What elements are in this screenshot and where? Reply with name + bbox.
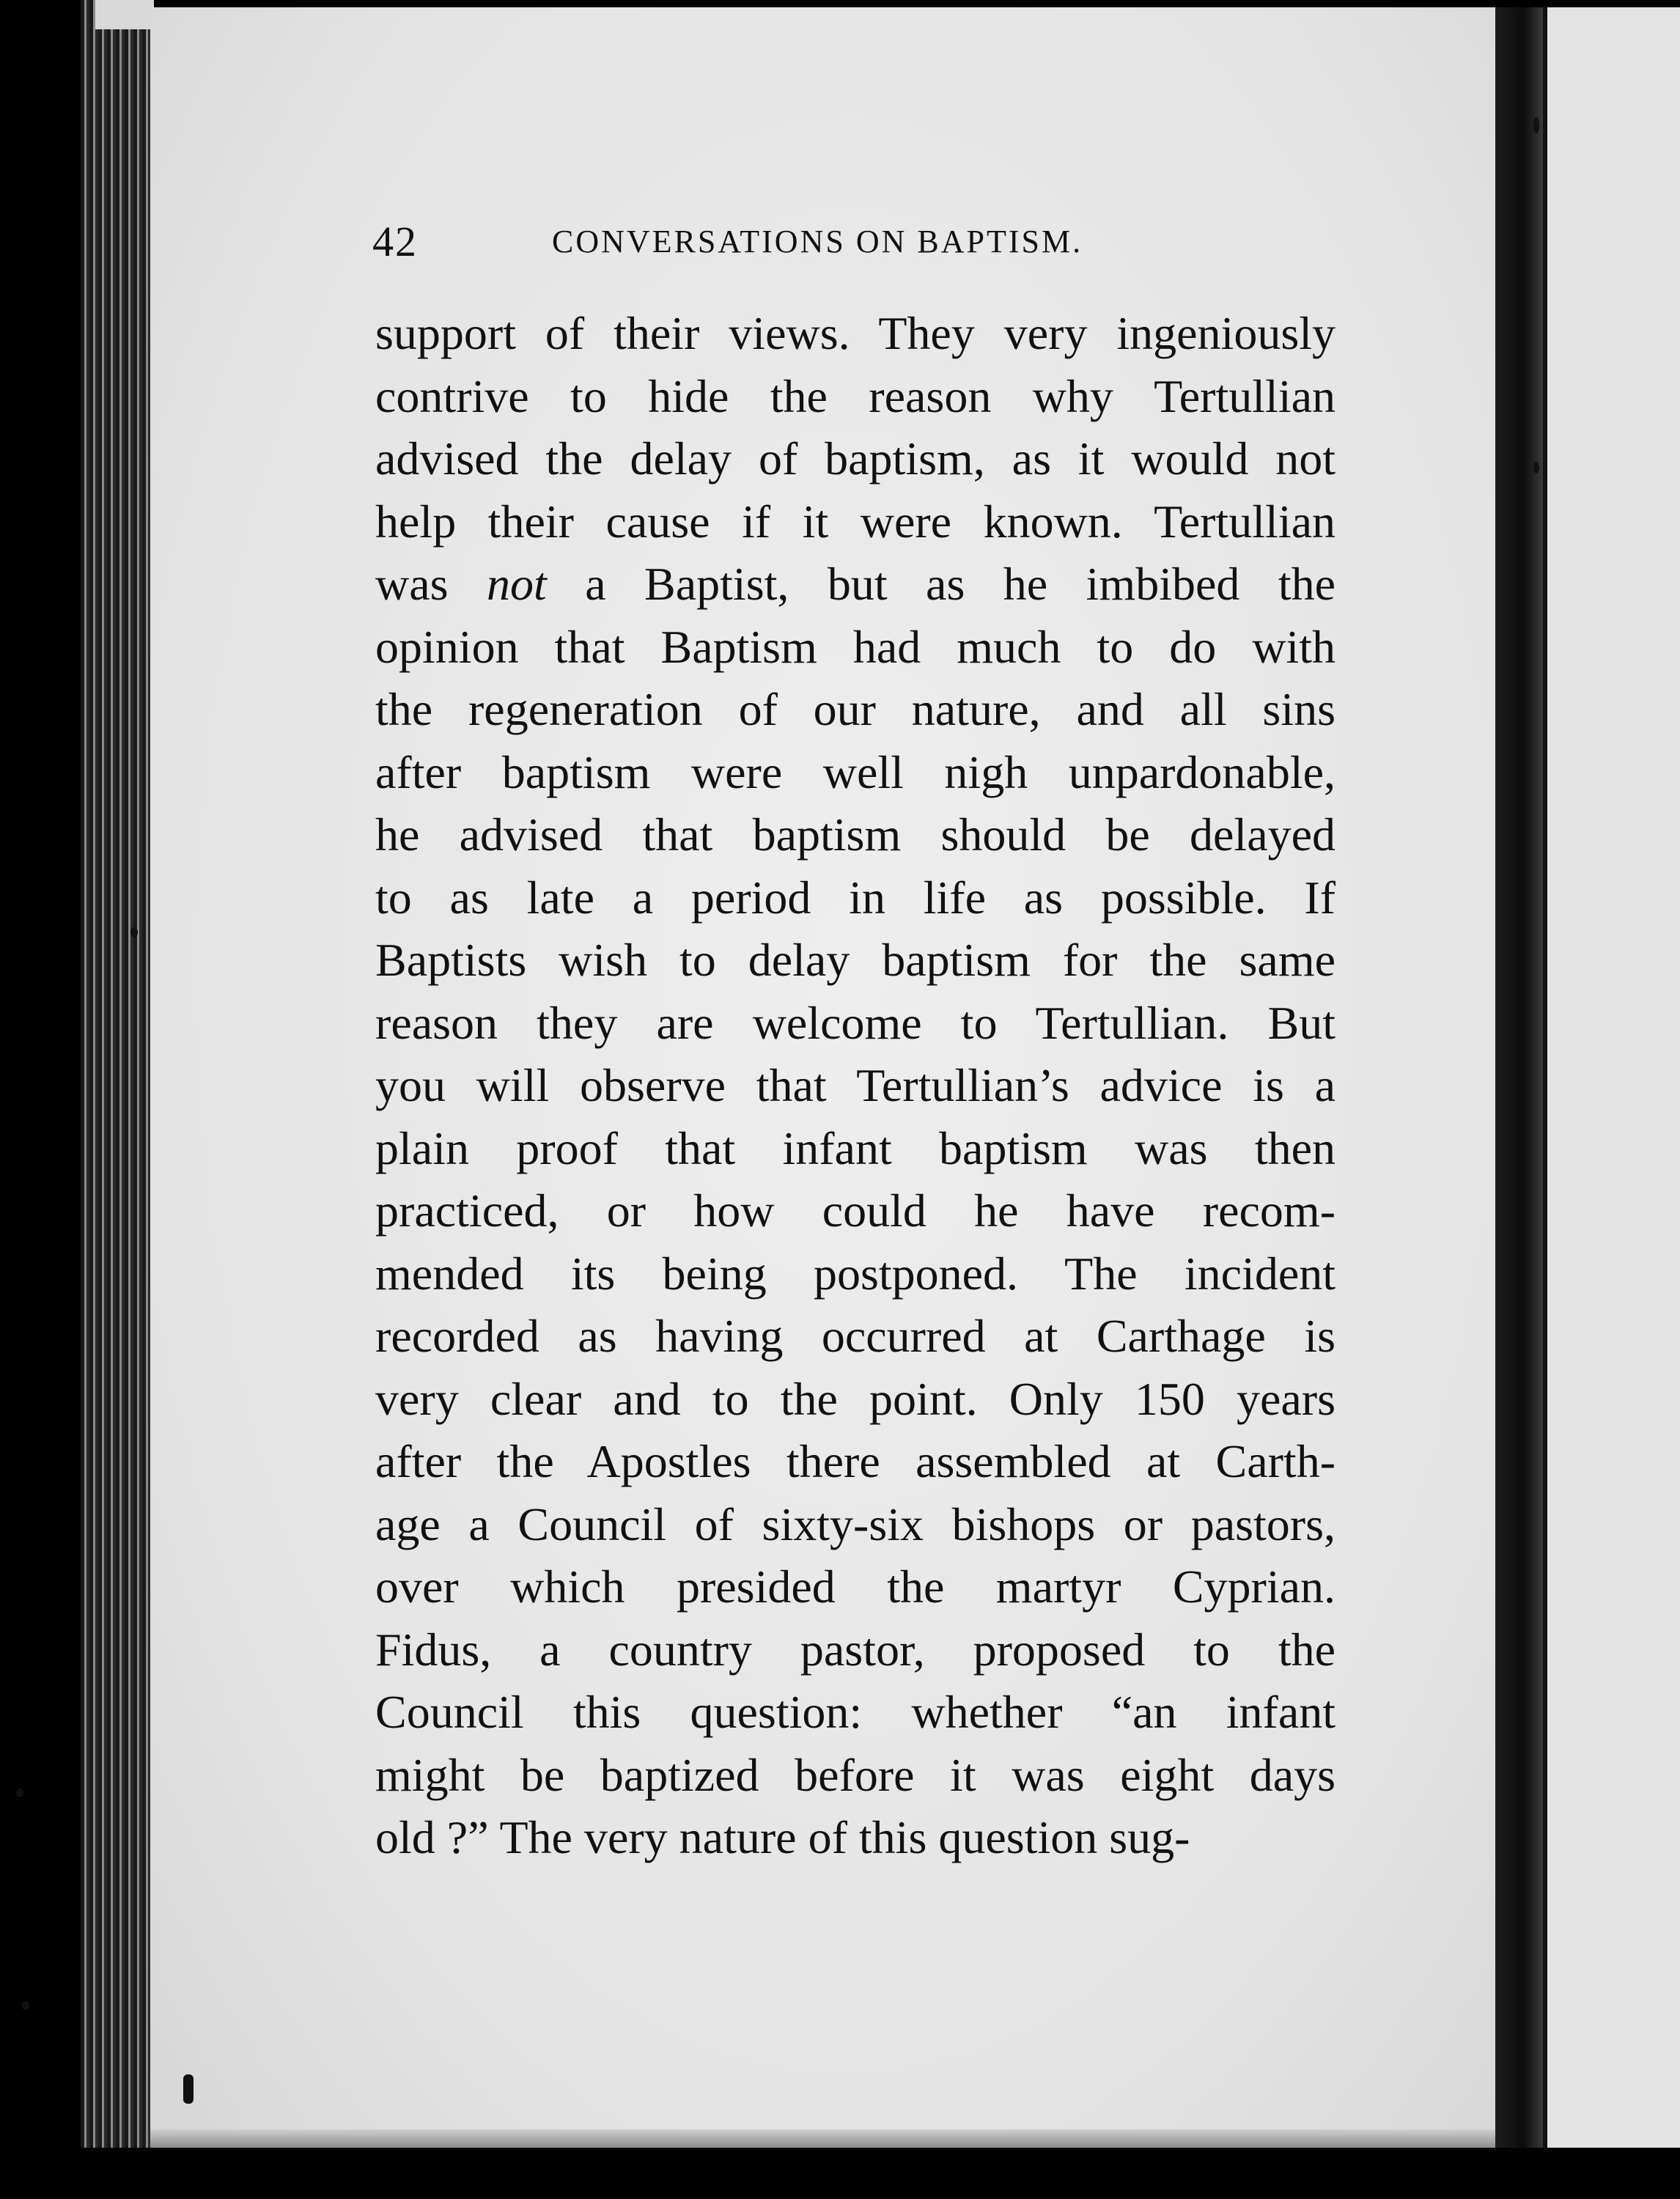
dust-speck — [130, 927, 138, 938]
text-line: over which presided the martyr Cyprian. — [375, 1561, 1335, 1613]
text-line: reason they are welcome to Tertullian. But — [375, 996, 1335, 1049]
dust-speck — [16, 1789, 23, 1797]
facing-page-edge — [1543, 7, 1680, 2148]
text-line: practiced, or how could he have recom- — [375, 1185, 1335, 1237]
text-line: advised the delay of baptism, as it would not — [375, 432, 1335, 485]
dust-speck — [1533, 462, 1539, 474]
dust-speck — [183, 2074, 194, 2104]
text-line: old ?” The very nature of this question sug- — [375, 1811, 1190, 1863]
page-number: 42 — [372, 218, 418, 265]
page-bottom-shadow — [150, 2129, 1543, 2148]
text-segment: was — [375, 558, 487, 610]
text-line: the regeneration of our nature, and all sins — [375, 683, 1335, 735]
book-gutter — [1495, 7, 1543, 2148]
dust-speck — [1533, 117, 1539, 133]
text-line: Council this question: whether “an infant — [375, 1686, 1335, 1738]
text-line: might be baptized before it was eight days — [375, 1748, 1335, 1801]
text-line: mended its being postponed. The incident — [375, 1247, 1335, 1300]
text-line-with-italic — [375, 553, 1335, 616]
running-head-title: CONVERSATIONS ON BAPTISM. — [552, 224, 1083, 259]
dust-speck — [22, 2001, 29, 2010]
text-line: he advised that baptism should be delayed — [375, 808, 1335, 861]
text-line: very clear and to the point. Only 150 years — [375, 1372, 1335, 1425]
page-edge-highlight — [95, 0, 154, 29]
text-line: support of their views. They very ingeniously — [375, 307, 1335, 359]
text-line: recorded as having occurred at Carthage is — [375, 1310, 1335, 1362]
text-line: opinion that Baptism had much to do with — [375, 620, 1335, 673]
stacked-page-edges — [81, 0, 151, 2148]
text-line: to as late a period in life as possible. If — [375, 871, 1335, 924]
text-line: you will observe that Tertullian’s advice is a — [375, 1059, 1335, 1111]
text-segment: a Baptist, but as he imbibed the — [546, 558, 1335, 610]
text-line: after the Apostles there assembled at Carth- — [375, 1435, 1335, 1487]
running-head — [372, 213, 1237, 271]
text-line: help their cause if it were known. Tertullian — [375, 495, 1335, 548]
italic-emphasis: not — [486, 558, 547, 610]
text-line: contrive to hide the reason why Tertullian — [375, 369, 1335, 422]
text-line: plain proof that infant baptism was then — [375, 1121, 1335, 1174]
body-text — [375, 302, 1335, 1869]
text-line: Fidus, a country pastor, proposed to the — [375, 1623, 1335, 1676]
text-line: after baptism were well nigh unpardonable, — [375, 745, 1335, 798]
text-line: Baptists wish to delay baptism for the same — [375, 934, 1335, 986]
text-line: age a Council of sixty-six bishops or pastors, — [375, 1498, 1335, 1550]
